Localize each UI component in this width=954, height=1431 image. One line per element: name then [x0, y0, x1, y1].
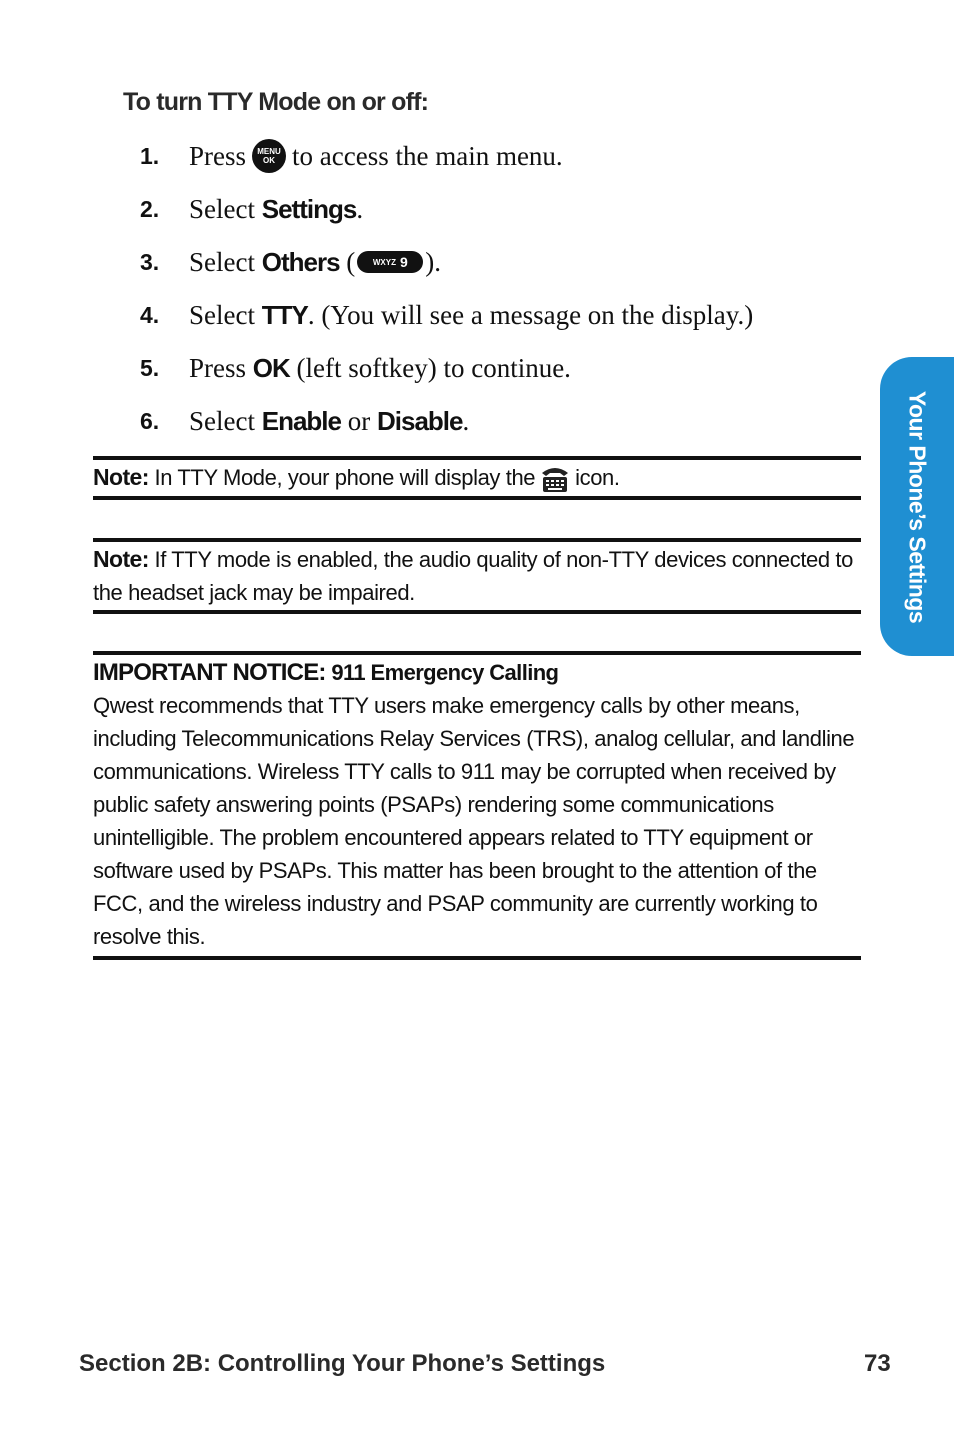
step-text: Select: [189, 246, 255, 277]
footer-section-title: Section 2B: Controlling Your Phone’s Settings: [79, 1350, 606, 1377]
step-text: Select: [189, 193, 255, 224]
step-number: 2.: [140, 195, 160, 222]
step-1: [140, 136, 563, 176]
note-label: Note:: [93, 546, 149, 572]
step-text: Select: [189, 299, 255, 330]
step-5: 5. Press OK (left softkey) to continue.: [140, 352, 571, 383]
side-tab-label: Your Phone’s Settings: [904, 390, 931, 623]
menu-ok-key-icon: MENU OK: [252, 139, 286, 173]
step-number: 5.: [140, 354, 160, 381]
tty-icon: [539, 464, 571, 494]
step-number: 3.: [140, 248, 160, 275]
step-4: 4. Select TTY . (You will see a message on the display.): [140, 299, 754, 330]
step-text: Press: [189, 140, 247, 171]
step-number: 4.: [140, 301, 160, 328]
note-audio-quality: Note: If TTY mode is enabled, the audio quality of non-TTY devices connected to the headset jack may be impaired.: [93, 546, 853, 605]
notice-rule-top: [93, 651, 861, 655]
menu-option-tty: TTY: [261, 299, 308, 330]
option-enable: Enable: [261, 405, 341, 436]
option-disable: Disable: [376, 405, 463, 436]
notice-subtitle: 911 Emergency Calling: [331, 660, 559, 685]
step-6: 6. Select Enable or Disable .: [140, 405, 470, 436]
step-text: Press: [189, 352, 247, 383]
menu-option-others: Others: [261, 246, 340, 277]
softkey-ok: OK: [252, 352, 290, 383]
note2-rule-top: [93, 538, 861, 542]
section-side-tab: [880, 357, 954, 656]
notice-title: IMPORTANT NOTICE:: [93, 659, 326, 686]
menu-option-settings: Settings: [261, 193, 357, 224]
step-number: 6.: [140, 407, 160, 434]
notice-body: Qwest recommends that TTY users make emergency calls by other means, including Telecommunications Relay Services (TRS), analog cellular, and landline communications. Wireless TTY calls to 911 may be corrupted when received by public safety answering points (PSAPs) rendering some communications unintelligible. The problem encountered appears related to TTY equipment or software used by PSAPs. This matter has been brought to the attention of the FCC, and the wireless industry and PSAP community are currently working to resolve this.: [93, 693, 855, 949]
note-rule-top: [93, 456, 861, 460]
note-tty-icon: Note: In TTY Mode, your phone will display the icon.: [93, 461, 861, 494]
important-notice: [93, 656, 861, 953]
wxyz-9-key-icon: WXYZ 9: [357, 251, 423, 273]
step-text: Select: [189, 405, 255, 436]
step-3: 3. Select Others ( WXYZ 9 ).: [140, 246, 442, 277]
notice-rule-bottom: [93, 956, 861, 960]
note-rule-bottom: [93, 496, 861, 500]
note-label: Note:: [93, 464, 149, 490]
note2-rule-bottom: [93, 610, 861, 614]
step-2: 2. Select Settings .: [140, 193, 364, 224]
page-number: 73: [864, 1350, 891, 1377]
procedure-heading: To turn TTY Mode on or off:: [123, 88, 429, 116]
step-number: 1.: [140, 142, 160, 169]
step-text: to access the main menu.: [292, 140, 563, 171]
